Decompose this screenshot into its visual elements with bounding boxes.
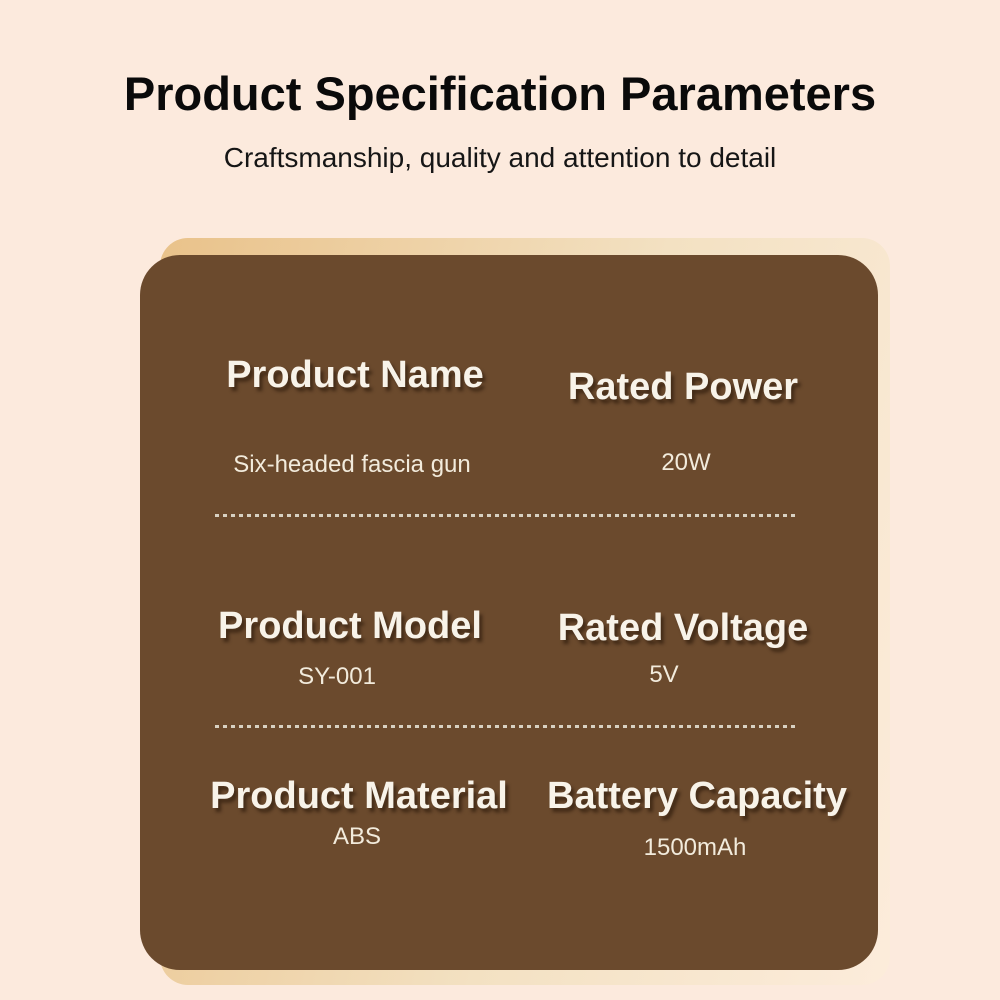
spec-value-product-model: SY-001 [298,663,376,690]
spec-label-rated-power: Rated Power [567,366,799,408]
spec-value-product-material: ABS [332,823,382,850]
page-subtitle: Craftsmanship, quality and attention to detail [223,142,777,173]
spec-card [140,255,878,970]
spec-label-product-material: Product Material [210,775,508,817]
spec-value-rated-power: 20W [661,449,711,476]
spec-value-rated-voltage: 5V [649,661,679,688]
spec-value-battery-capacity: 1500mAh [643,834,747,861]
spec-value-product-name: Six-headed fascia gun [233,451,471,478]
dashed-divider [215,514,797,517]
spec-label-product-name: Product Name [226,354,484,396]
dashed-divider [215,725,797,728]
spec-label-battery-capacity: Battery Capacity [547,775,847,817]
spec-label-product-model: Product Model [218,605,482,647]
page-title: Product Specification Parameters [123,67,877,120]
spec-label-rated-voltage: Rated Voltage [557,607,809,649]
